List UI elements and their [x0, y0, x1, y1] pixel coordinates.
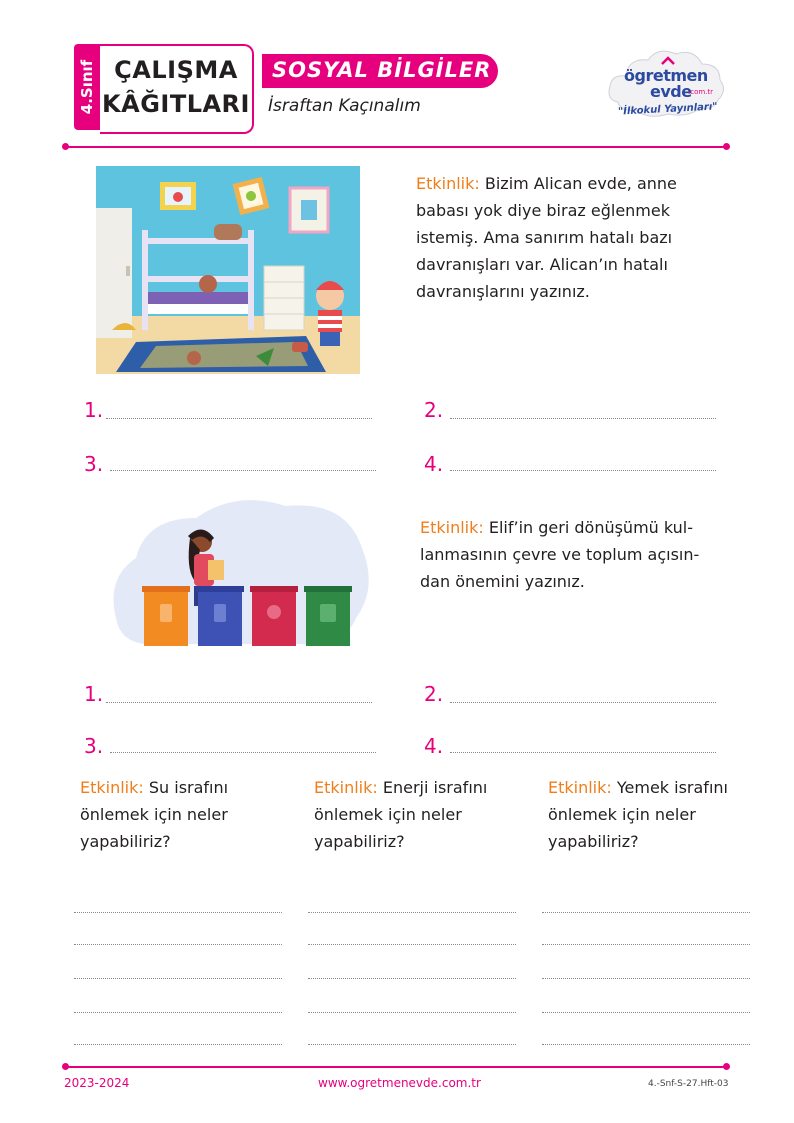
divider-dot-right	[723, 143, 730, 150]
activity-1-line-3: istemiş. Ama sanırım hatalı bazı	[416, 228, 673, 247]
writing-line[interactable]	[542, 912, 750, 913]
title-line-1: ÇALIŞMA	[114, 56, 238, 84]
answer-3-line[interactable]	[110, 470, 376, 471]
activity-energy-line-3: yapabiliriz?	[314, 832, 405, 851]
writing-line[interactable]	[74, 944, 282, 945]
grade-tab	[74, 44, 100, 130]
activity-2-label: Etkinlik:	[420, 518, 484, 537]
answer-7-line[interactable]	[110, 752, 376, 753]
subject-bar	[262, 54, 498, 88]
activity-food-line-2: önlemek için neler	[548, 805, 696, 824]
activity-food-text	[548, 774, 758, 855]
topic-title: İsraftan Kaçınalım	[268, 96, 421, 116]
activity-water-line-1: Su israfını	[143, 778, 229, 797]
activity-energy-text	[314, 774, 524, 855]
answer-1-number: 1.	[84, 398, 104, 422]
writing-line[interactable]	[542, 944, 750, 945]
activity-1-line-4: davranışları var. Alican’ın hatalı	[416, 255, 668, 274]
activity-energy-label: Etkinlik:	[314, 778, 378, 797]
logo-brand: ögretmen	[624, 66, 708, 85]
activity-1-text	[416, 170, 716, 305]
writing-line[interactable]	[308, 978, 516, 979]
publisher-logo	[604, 44, 730, 130]
activity-1-line-2: babası yok diye biraz eğlenmek	[416, 201, 670, 220]
activity-2-line-2: lanmasının çevre ve toplum açısın-	[420, 545, 700, 564]
answer-7-number: 3.	[84, 734, 104, 758]
writing-line[interactable]	[542, 1044, 750, 1045]
activity-food-line-3: yapabiliriz?	[548, 832, 639, 851]
activity-water-line-3: yapabiliriz?	[80, 832, 171, 851]
activity-food-label: Etkinlik:	[548, 778, 612, 797]
writing-line[interactable]	[74, 1044, 282, 1045]
writing-line[interactable]	[308, 1012, 516, 1013]
activity-water-label: Etkinlik:	[80, 778, 144, 797]
activity-water-text	[80, 774, 290, 855]
title-line-2: KÂĞITLARI	[102, 90, 250, 118]
writing-line[interactable]	[74, 978, 282, 979]
recycling-illustration	[106, 488, 378, 648]
activity-energy-line-2: önlemek için neler	[314, 805, 462, 824]
footer-year: 2023-2024	[64, 1076, 130, 1090]
activity-1-line-5: davranışlarını yazınız.	[416, 282, 590, 301]
footer-dot-right	[723, 1063, 730, 1070]
footer-website[interactable]: www.ogretmenevde.com.tr	[318, 1076, 481, 1090]
logo-brand-2: evde	[650, 82, 692, 101]
logo-domain: .com.tr	[688, 88, 714, 96]
answer-2-line[interactable]	[450, 418, 716, 419]
activity-1-label: Etkinlik:	[416, 174, 480, 193]
answer-8-number: 4.	[424, 734, 444, 758]
footer-code: 4.-Snf-S-27.Hft-03	[648, 1079, 729, 1089]
writing-line[interactable]	[74, 912, 282, 913]
answer-3-number: 3.	[84, 452, 104, 476]
subject-title: SOSYAL BİLGİLER	[272, 58, 492, 82]
activity-2-line-3: dan önemini yazınız.	[420, 572, 585, 591]
answer-5-line[interactable]	[106, 702, 372, 703]
footer-divider	[66, 1066, 726, 1068]
logo-tagline: "İlkokul Yayınları"	[617, 101, 718, 118]
writing-line[interactable]	[308, 912, 516, 913]
answer-2-number: 2.	[424, 398, 444, 422]
worksheet-title-box	[100, 44, 254, 134]
answer-1-line[interactable]	[106, 418, 372, 419]
answer-5-number: 1.	[84, 682, 104, 706]
header-divider	[66, 146, 726, 148]
writing-line[interactable]	[308, 1044, 516, 1045]
answer-4-number: 4.	[424, 452, 444, 476]
answer-8-line[interactable]	[450, 752, 716, 753]
writing-line[interactable]	[542, 978, 750, 979]
activity-2-text	[420, 514, 720, 595]
answer-6-line[interactable]	[450, 702, 716, 703]
activity-energy-line-1: Enerji israfını	[377, 778, 488, 797]
answer-6-number: 2.	[424, 682, 444, 706]
writing-line[interactable]	[542, 1012, 750, 1013]
activity-1-line-1: Bizim Alican evde, anne	[479, 174, 677, 193]
answer-4-line[interactable]	[450, 470, 716, 471]
grade-label: 4.Sınıf	[78, 59, 96, 115]
writing-line[interactable]	[308, 944, 516, 945]
activity-water-line-2: önlemek için neler	[80, 805, 228, 824]
writing-line[interactable]	[74, 1012, 282, 1013]
activity-2-line-1: Elif’in geri dönüşümü kul-	[483, 518, 694, 537]
messy-room-illustration	[96, 166, 360, 374]
activity-food-line-1: Yemek israfını	[611, 778, 728, 797]
